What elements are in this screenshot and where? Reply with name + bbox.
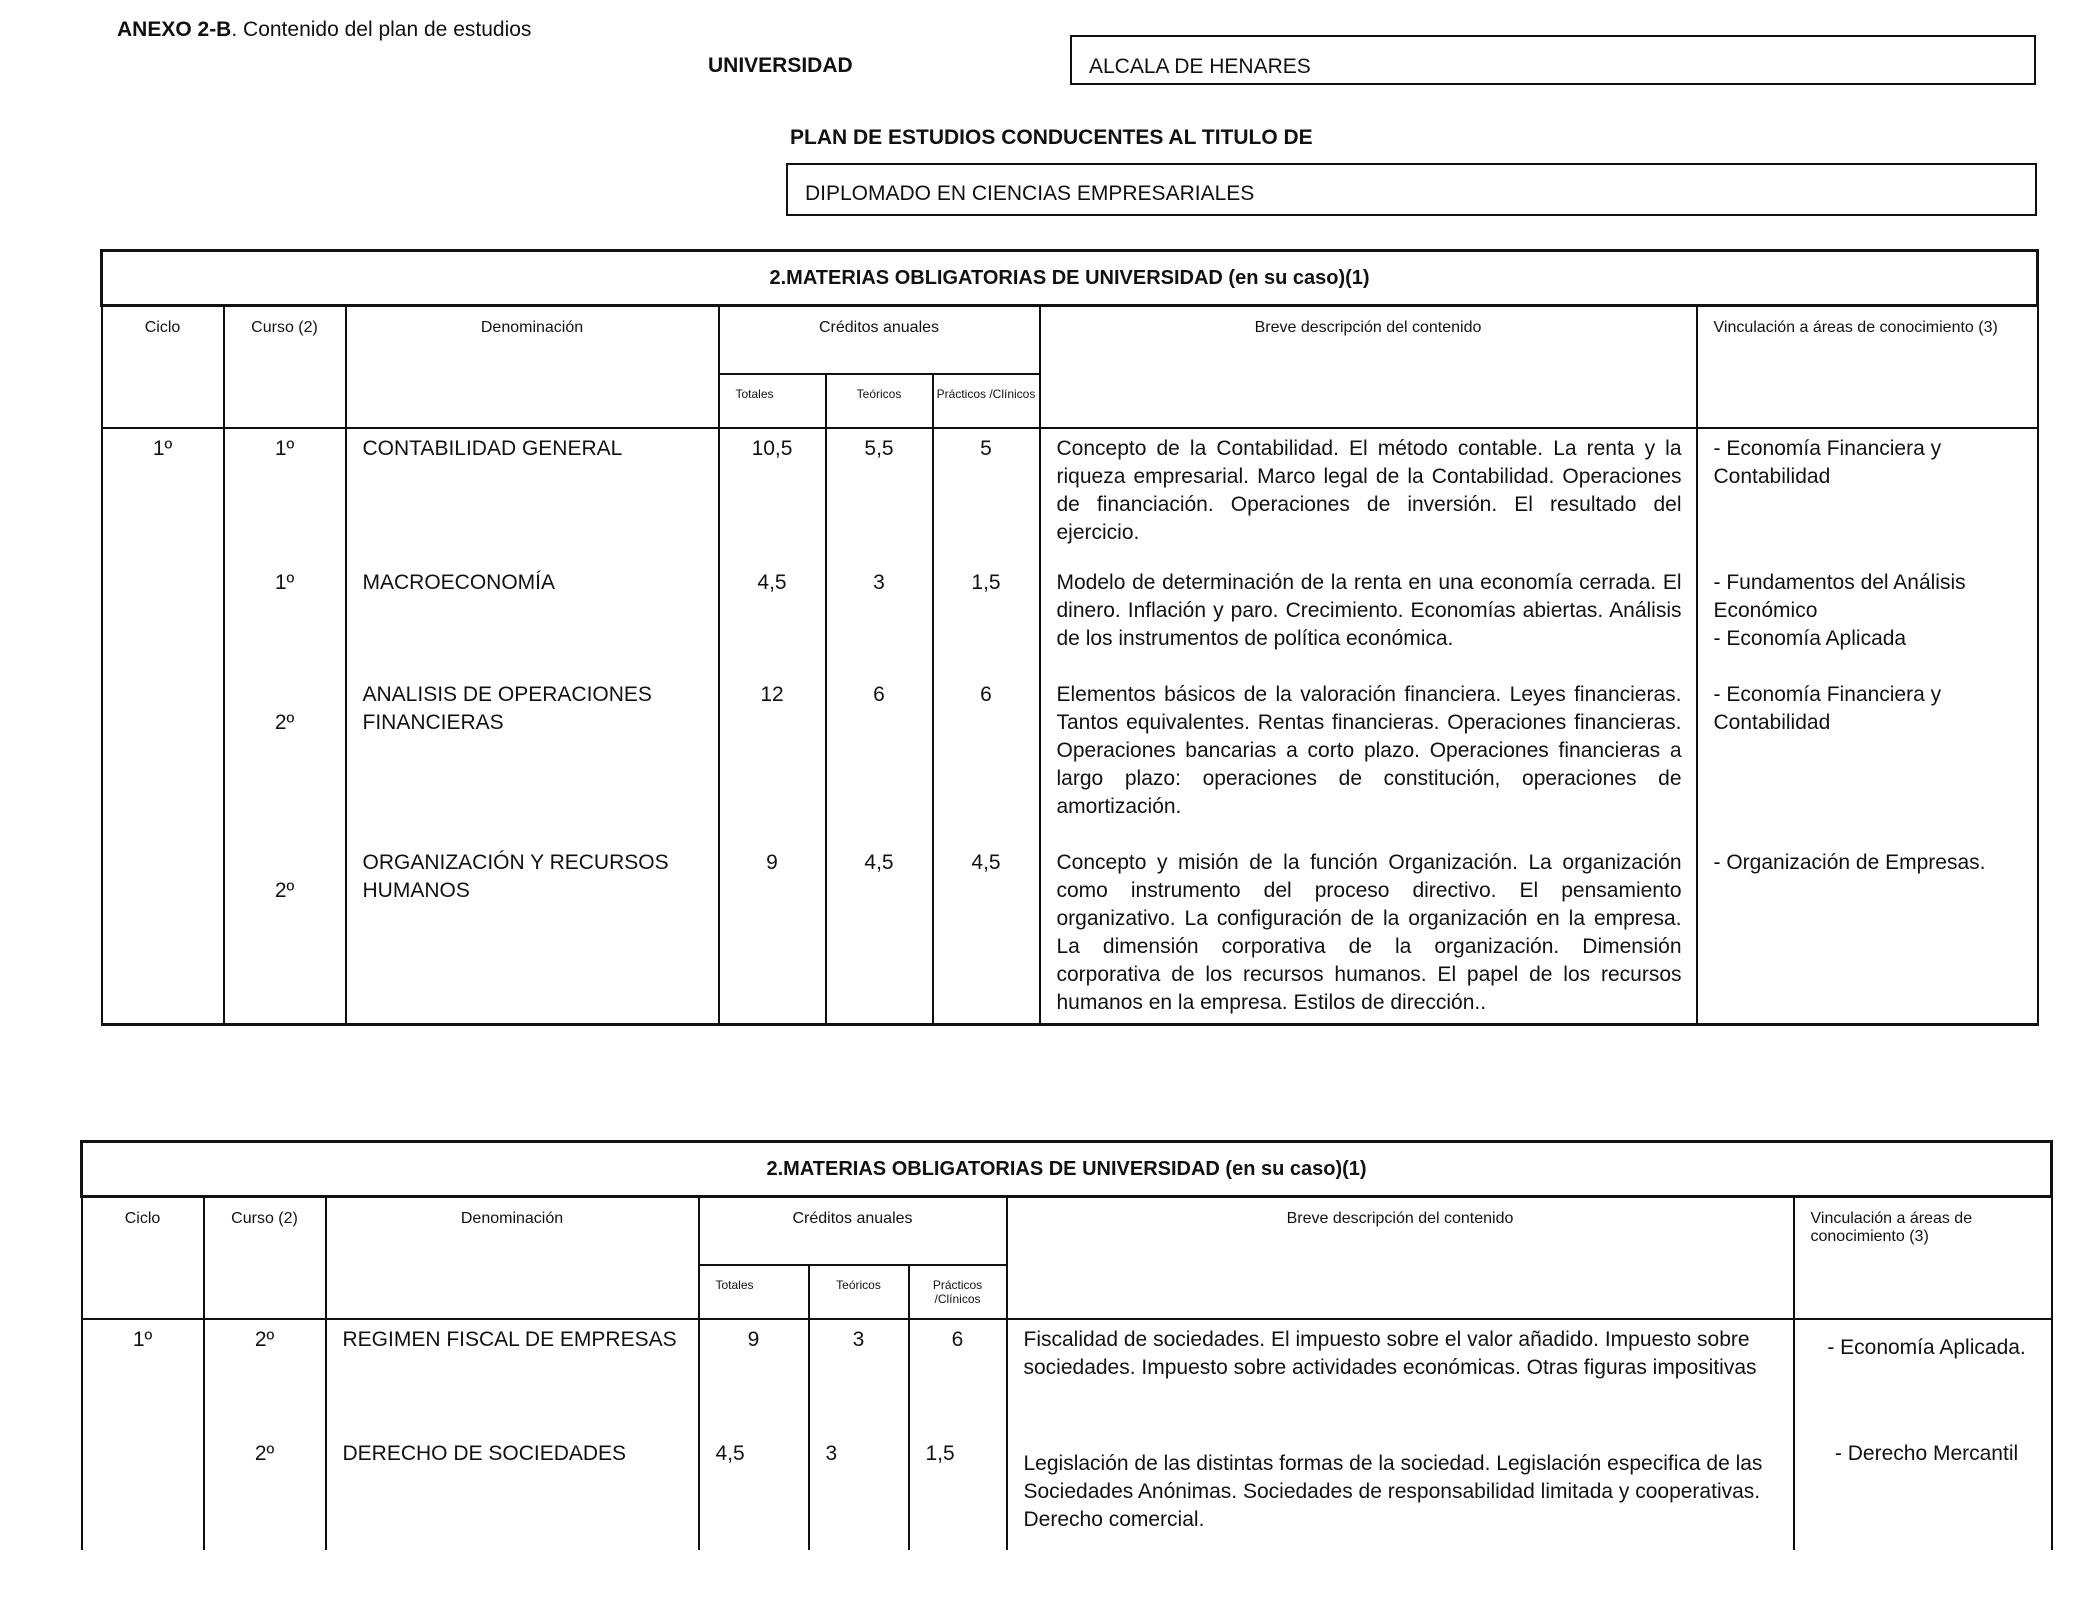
cell-totales: 9 xyxy=(699,1319,809,1440)
cell-practicos: 1,5 xyxy=(933,569,1040,681)
table-row xyxy=(102,849,2038,1025)
cell-ciclo xyxy=(102,849,224,1025)
cell-descripcion: Concepto y misión de la función Organización. La organización como instrumento del proceso directivo. El pensamiento organizativo. La configuración de la organización en la empresa. La dimensión corporativa de la organización. Dimensión corporativa de los recursos humanos. El papel de los recursos humanos en la empresa. Estilos de dirección.. xyxy=(1040,849,1697,1025)
universidad-value-box xyxy=(1070,35,2036,85)
cell-practicos: 5 xyxy=(933,428,1040,569)
annex-label: ANEXO 2-B xyxy=(117,18,232,41)
table-row xyxy=(82,1319,2052,1440)
cell-totales: 9 xyxy=(719,849,826,1025)
vinculacion-item: - Organización de Empresas. xyxy=(1713,851,1986,874)
cell-totales: 4,5 xyxy=(719,569,826,681)
cell-ciclo: 1º xyxy=(102,428,224,569)
cell-denominacion: DERECHO DE SOCIEDADES xyxy=(326,1440,699,1550)
plan-value: DIPLOMADO EN CIENCIAS EMPRESARIALES xyxy=(805,182,1255,205)
cell-denominacion: MACROECONOMÍA xyxy=(346,569,719,681)
cell-curso: 2º xyxy=(204,1319,326,1440)
header-ciclo: Ciclo xyxy=(82,1197,204,1320)
header-descripcion: Breve descripción del contenido xyxy=(1007,1197,1794,1320)
header-creditos: Créditos anuales xyxy=(719,306,1040,375)
cell-curso: 1º xyxy=(224,569,346,681)
cell-curso: 2º xyxy=(224,849,346,1025)
header-teoricos: Teóricos xyxy=(809,1265,909,1319)
cell-ciclo xyxy=(102,681,224,849)
cell-descripcion: Legislación de las distintas formas de la sociedad. Legislación especifica de las Sociedades Anónimas. Sociedades de responsabilidad limitada y cooperativas. Derecho comercial. xyxy=(1007,1440,1794,1550)
cell-totales: 10,5 xyxy=(719,428,826,569)
table-row xyxy=(82,1440,2052,1550)
cell-practicos: 6 xyxy=(933,681,1040,849)
cell-vinculacion xyxy=(1697,849,2038,1025)
vinculacion-item: - Fundamentos del Análisis Económico xyxy=(1713,571,1966,622)
header-totales: Totales xyxy=(699,1265,809,1319)
cell-curso: 1º xyxy=(224,428,346,569)
cell-denominacion: CONTABILIDAD GENERAL xyxy=(346,428,719,569)
header-ciclo: Ciclo xyxy=(102,306,224,429)
cell-totales: 4,5 xyxy=(699,1440,809,1550)
table-title: 2.MATERIAS OBLIGATORIAS DE UNIVERSIDAD (en su caso)(1) xyxy=(82,1142,2052,1197)
cell-teoricos: 4,5 xyxy=(826,849,933,1025)
vinculacion-item: - Derecho Mercantil xyxy=(1834,1442,2019,1465)
materias-table-1 xyxy=(100,249,2039,1026)
cell-teoricos: 3 xyxy=(826,569,933,681)
vinculacion-item: - Economía Aplicada xyxy=(1713,627,1907,650)
cell-vinculacion xyxy=(1794,1440,2052,1550)
cell-teoricos: 5,5 xyxy=(826,428,933,569)
header-denominacion: Denominación xyxy=(346,306,719,429)
cell-descripcion: Modelo de determinación de la renta en una economía cerrada. El dinero. Inflación y paro. Crecimiento. Economías abiertas. Análisis de los instrumentos de política económica. xyxy=(1040,569,1697,681)
cell-denominacion: ORGANIZACIÓN Y RECURSOS HUMANOS xyxy=(346,849,719,1025)
table-row xyxy=(102,681,2038,849)
cell-descripcion: Fiscalidad de sociedades. El impuesto sobre el valor añadido. Impuesto sobre sociedades. Impuesto sobre actividades económicas. Otras figuras impositivas xyxy=(1007,1319,1794,1440)
header-practicos: Prácticos /Clínicos xyxy=(933,374,1040,428)
table-row xyxy=(102,569,2038,681)
header-creditos: Créditos anuales xyxy=(699,1197,1007,1266)
plan-value-box xyxy=(786,163,2037,216)
cell-teoricos: 3 xyxy=(809,1440,909,1550)
cell-ciclo xyxy=(102,569,224,681)
header-denominacion: Denominación xyxy=(326,1197,699,1320)
vinculacion-item: - Economía Financiera y Contabilidad xyxy=(1713,683,1942,734)
vinculacion-item: - Economía Financiera y Contabilidad xyxy=(1713,437,1942,488)
header-vinculacion: Vinculación a áreas de conocimiento (3) xyxy=(1697,306,2038,429)
annex-text: . Contenido del plan de estudios xyxy=(231,18,532,41)
cell-ciclo xyxy=(82,1440,204,1550)
cell-vinculacion xyxy=(1794,1319,2052,1440)
header-descripcion: Breve descripción del contenido xyxy=(1040,306,1697,429)
cell-practicos: 6 xyxy=(909,1319,1007,1440)
cell-teoricos: 6 xyxy=(826,681,933,849)
cell-curso: 2º xyxy=(224,681,346,849)
header-totales: Totales xyxy=(719,374,826,428)
header-curso: Curso (2) xyxy=(224,306,346,429)
cell-practicos: 1,5 xyxy=(909,1440,1007,1550)
cell-descripcion: Elementos básicos de la valoración financiera. Leyes financieras. Tantos equivalentes. Rentas financieras. Operaciones financieras. Operaciones bancarias a corto plazo. Operaciones financieras a largo plazo: operaciones de constitución, operaciones de amortización. xyxy=(1040,681,1697,849)
header-vinculacion: Vinculación a áreas de conocimiento (3) xyxy=(1794,1197,2052,1320)
plan-label: PLAN DE ESTUDIOS CONDUCENTES AL TITULO DE xyxy=(790,126,1313,149)
table-title: 2.MATERIAS OBLIGATORIAS DE UNIVERSIDAD (en su caso)(1) xyxy=(102,251,2038,306)
cell-vinculacion xyxy=(1697,569,2038,681)
annex-heading xyxy=(117,18,531,42)
header-teoricos: Teóricos xyxy=(826,374,933,428)
cell-vinculacion xyxy=(1697,681,2038,849)
cell-practicos: 4,5 xyxy=(933,849,1040,1025)
cell-denominacion: ANALISIS DE OPERACIONES FINANCIERAS xyxy=(346,681,719,849)
universidad-label: UNIVERSIDAD xyxy=(708,54,853,77)
header-curso: Curso (2) xyxy=(204,1197,326,1320)
cell-teoricos: 3 xyxy=(809,1319,909,1440)
header-practicos: Prácticos /Clínicos xyxy=(909,1265,1007,1319)
cell-totales: 12 xyxy=(719,681,826,849)
universidad-value: ALCALA DE HENARES xyxy=(1089,55,1311,78)
materias-table-2 xyxy=(80,1140,2053,1550)
cell-vinculacion xyxy=(1697,428,2038,569)
table-row xyxy=(102,428,2038,569)
cell-curso: 2º xyxy=(204,1440,326,1550)
vinculacion-item: - Economía Aplicada. xyxy=(1827,1336,2026,1359)
cell-denominacion: REGIMEN FISCAL DE EMPRESAS xyxy=(326,1319,699,1440)
cell-ciclo: 1º xyxy=(82,1319,204,1440)
cell-descripcion: Concepto de la Contabilidad. El método contable. La renta y la riqueza empresarial. Marco legal de la Contabilidad. Operaciones de financiación. Operaciones de inversión. El resultado del ejercicio. xyxy=(1040,428,1697,569)
